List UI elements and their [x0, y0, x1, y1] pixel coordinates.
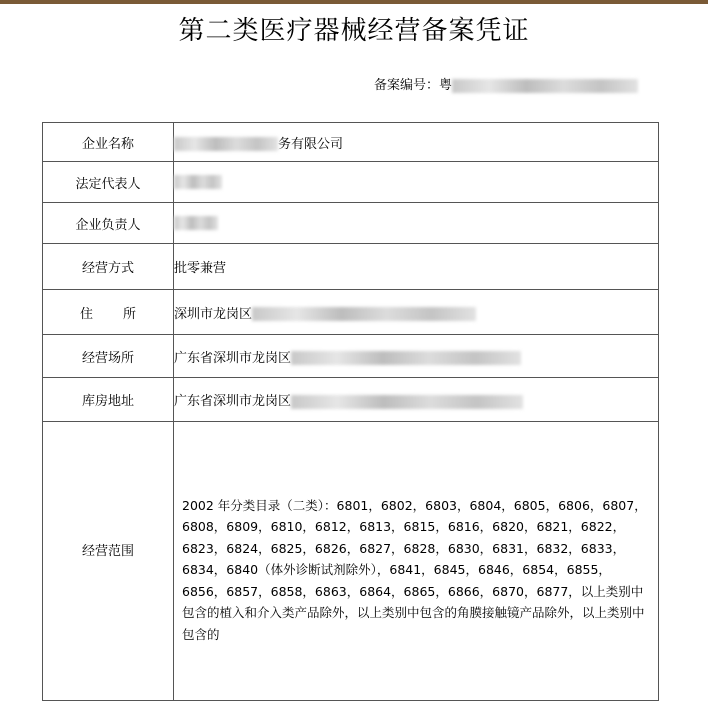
document-title: 第二类医疗器械经营备案凭证	[178, 16, 530, 46]
residence-head: 深圳市龙岗区	[174, 306, 253, 322]
responsible-label: 企业负责人	[43, 203, 174, 244]
redacted-premises	[291, 351, 521, 365]
company-name-label: 企业名称	[43, 123, 174, 162]
scope-text: 2002 年分类目录（二类）：6801，6802，6803，6804，6805，6806，6807，6808，6809，6810，6812，6813，6815，6816，6820，6821，6822，6823，6824，6825，6826，6827，6828，6830，6831，6832，6833，6834，6840（体外诊断试剂除外），6841，6845，6846，6854，6855，6856，6857，6858，6863，6864，6865，6866，6870，6877，以上类别中包含的植入和介入类产品除外，以上类别中包含的角膜接触镜产品除外，以上类别中包含的	[182, 497, 647, 642]
warehouse-value	[174, 378, 659, 422]
residence-value	[174, 290, 659, 335]
filing-number	[374, 74, 638, 93]
company-name-tail: 务有限公司	[278, 136, 344, 152]
row-company-name	[43, 123, 659, 162]
company-name-value	[174, 123, 659, 162]
filing-number-label: 备案编号：	[374, 78, 440, 93]
row-business-mode	[43, 244, 659, 290]
redacted-warehouse	[291, 395, 523, 409]
warehouse-head: 广东省深圳市龙岗区	[174, 394, 292, 409]
redacted-residence	[252, 307, 476, 321]
redacted-responsible	[174, 216, 218, 230]
row-responsible	[43, 203, 659, 244]
redacted-legal-rep	[174, 175, 222, 189]
row-residence	[43, 290, 659, 335]
warehouse-label: 库房地址	[43, 378, 174, 422]
premises-label: 经营场所	[43, 335, 174, 378]
filing-number-value: 粤	[439, 78, 453, 93]
responsible-value	[174, 203, 659, 244]
residence-label: 住所	[43, 290, 174, 335]
row-scope	[43, 422, 659, 701]
scope-label: 经营范围	[43, 422, 174, 701]
premises-value	[174, 335, 659, 378]
row-warehouse	[43, 378, 659, 422]
top-border-bar	[0, 0, 708, 4]
business-mode-value: 批零兼营	[174, 244, 659, 290]
business-mode-label: 经营方式	[43, 244, 174, 290]
certificate-table	[42, 122, 659, 701]
premises-head: 广东省深圳市龙岗区	[174, 350, 292, 366]
redacted-filing-number	[452, 79, 638, 93]
row-premises	[43, 335, 659, 378]
legal-rep-label: 法定代表人	[43, 162, 174, 203]
redacted-company-name	[174, 137, 278, 151]
legal-rep-value	[174, 162, 659, 203]
row-legal-rep	[43, 162, 659, 203]
scope-value	[174, 422, 659, 701]
